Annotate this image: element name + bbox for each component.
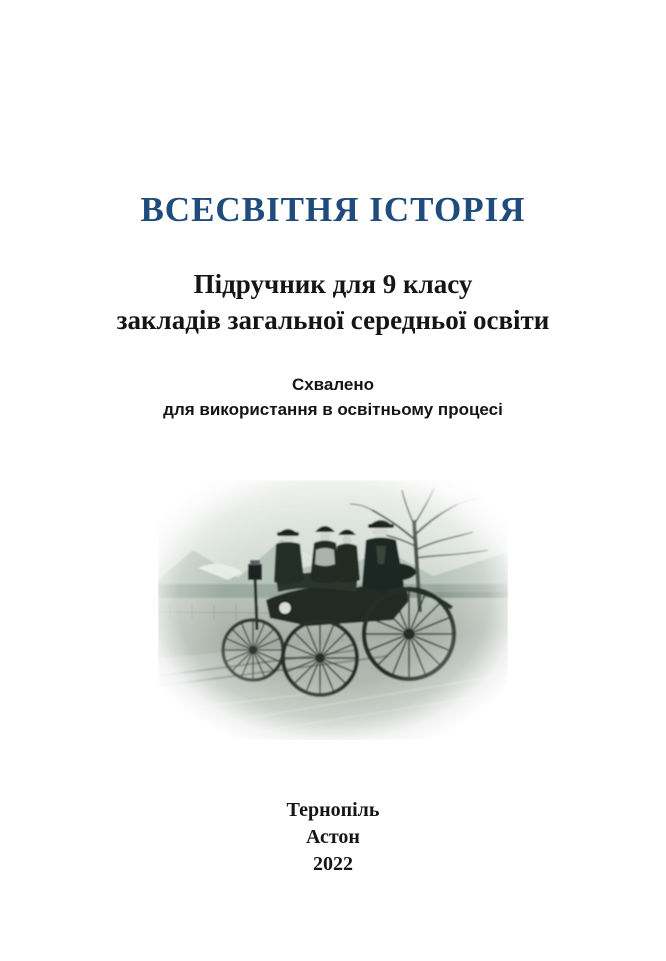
- publisher-city: Тернопіль: [286, 799, 380, 821]
- subtitle: [0, 266, 666, 338]
- page-title: ВСЕСВІТНЯ ІСТОРІЯ: [140, 190, 526, 229]
- approval-line-2: для використання в освітньому процесі: [163, 400, 503, 419]
- approval-note: [0, 372, 666, 422]
- publisher-name: Астон: [306, 826, 360, 848]
- approval-line-1: Схвалено: [291, 375, 375, 394]
- vintage-automobile-photo: [158, 480, 508, 740]
- vignette-overlay: [158, 480, 508, 740]
- subtitle-line-1: Підручник для 9 класу: [193, 269, 473, 299]
- publisher-imprint: [0, 797, 666, 878]
- publication-year: 2022: [313, 853, 353, 875]
- subtitle-line-2: закладів загальної середньої освіти: [116, 305, 550, 335]
- vintage-automobile-photo-svg: [158, 480, 508, 740]
